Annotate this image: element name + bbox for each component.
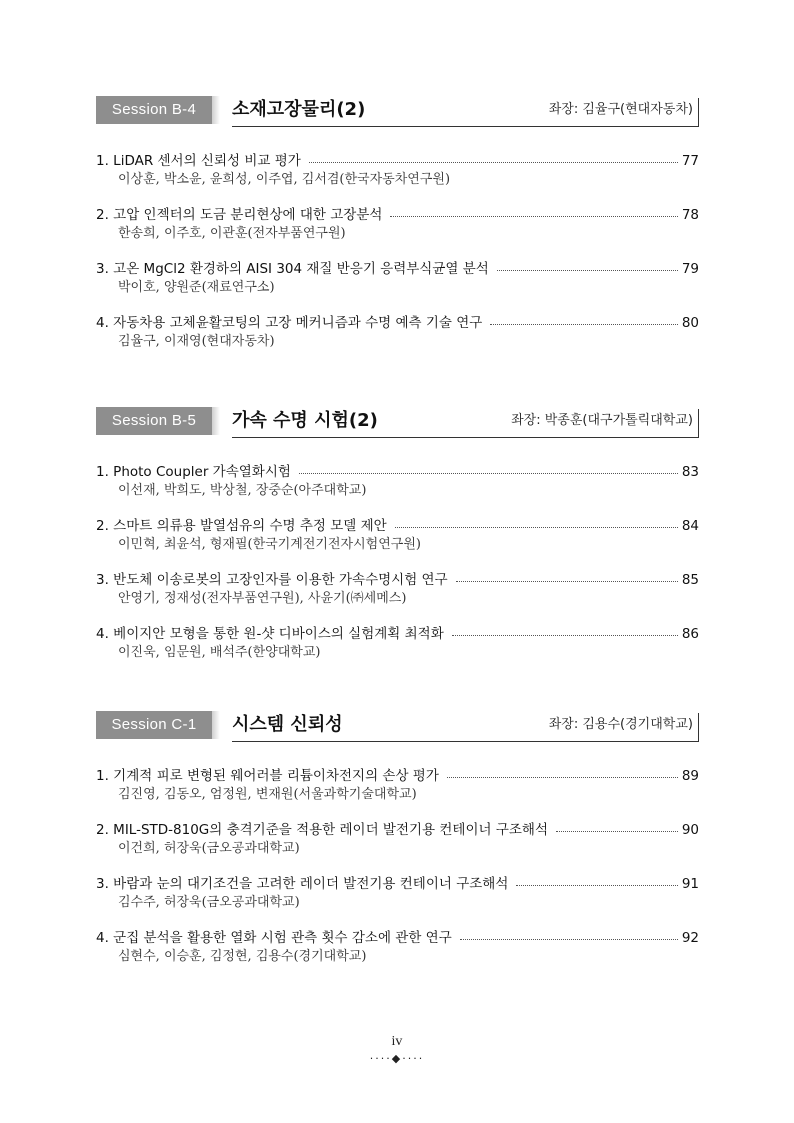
entry-title: 1. LiDAR 센서의 신뢰성 비교 평가 (96, 153, 301, 169)
toc-entry[interactable] (96, 311, 699, 365)
entry-title: 1. 기계적 피로 변형된 웨어러블 리튬이차전지의 손상 평가 (96, 768, 439, 784)
toc-entry[interactable] (96, 514, 699, 568)
entry-page: 90 (681, 822, 699, 838)
entry-authors: 심현수, 이승훈, 김정현, 김용수(경기대학교) (118, 949, 367, 964)
entry-page: 80 (681, 315, 699, 331)
entry-title: 4. 군집 분석을 활용한 열화 시험 관측 횟수 감소에 관한 연구 (96, 930, 452, 946)
session-title: 가속 수명 시험(2) (232, 410, 378, 431)
entry-authors: 이건희, 허장욱(금오공과대학교) (118, 841, 300, 856)
entry-page: 78 (681, 207, 699, 223)
session-items (96, 764, 699, 980)
session-header (96, 711, 699, 741)
header-rule (232, 741, 699, 742)
session-items (96, 460, 699, 676)
entry-title: 4. 베이지안 모형을 통한 원-샷 디바이스의 실험계획 최적화 (96, 626, 444, 642)
entry-title: 2. 고압 인젝터의 도금 분리현상에 대한 고장분석 (96, 207, 383, 223)
header-vertical-rule (698, 98, 699, 126)
session-header (96, 407, 699, 437)
dot-leader (395, 526, 678, 528)
page-number: iv (391, 1034, 403, 1049)
session-chair: 좌장: 김용수(경기대학교) (548, 717, 693, 732)
session-title: 시스템 신뢰성 (232, 714, 343, 735)
entry-title: 3. 고온 MgCl2 환경하의 AISI 304 재질 반응기 응력부식균열 분석 (96, 261, 489, 277)
dot-leader (497, 269, 678, 271)
toc-entry[interactable] (96, 203, 699, 257)
session-header (96, 96, 699, 126)
entry-authors: 한송희, 이주호, 이관훈(전자부품연구원) (118, 226, 346, 241)
session-b5 (96, 407, 699, 660)
header-vertical-rule (698, 713, 699, 741)
session-items (96, 149, 699, 365)
dot-leader (556, 830, 678, 832)
entry-authors: 이민혁, 최윤석, 형재필(한국기계전기전자시험연구원) (118, 537, 421, 552)
entry-page: 83 (681, 464, 699, 480)
entry-title: 1. Photo Coupler 가속열화시험 (96, 464, 291, 480)
entry-page: 79 (681, 261, 699, 277)
dot-leader (309, 161, 678, 163)
toc-entry[interactable] (96, 568, 699, 622)
toc-entry[interactable] (96, 149, 699, 203)
badge-shadow (212, 96, 220, 124)
session-b4 (96, 96, 699, 349)
header-vertical-rule (698, 409, 699, 437)
session-badge: Session B-4 (96, 96, 212, 124)
dot-leader (447, 776, 678, 778)
entry-authors: 이상훈, 박소윤, 윤희성, 이주엽, 김서겸(한국자동차연구원) (118, 172, 451, 187)
entry-authors: 김율구, 이재영(현대자동차) (118, 334, 275, 349)
entry-title: 4. 자동차용 고체윤활코팅의 고장 메커니즘과 수명 예측 기술 연구 (96, 315, 483, 331)
entry-authors: 박이호, 양원준(재료연구소) (118, 280, 275, 295)
entry-page: 85 (681, 572, 699, 588)
entry-page: 84 (681, 518, 699, 534)
toc-entry[interactable] (96, 622, 699, 676)
toc-entry[interactable] (96, 872, 699, 926)
dot-leader (456, 580, 678, 582)
badge-shadow (212, 407, 220, 435)
dot-leader (452, 634, 678, 636)
session-badge: Session C-1 (96, 711, 212, 739)
toc-entry[interactable] (96, 460, 699, 514)
session-chair: 좌장: 김율구(현대자동차) (548, 102, 693, 117)
entry-title: 2. 스마트 의류용 발열섬유의 수명 추정 모델 제안 (96, 518, 387, 534)
session-title: 소재고장물리(2) (232, 99, 366, 120)
entry-authors: 안영기, 정재성(전자부품연구원), 사윤기(㈜세메스) (118, 591, 407, 606)
entry-page: 91 (681, 876, 699, 892)
entry-title: 3. 바람과 눈의 대기조건을 고려한 레이더 발전기용 컨테이너 구조해석 (96, 876, 509, 892)
dot-leader (390, 215, 677, 217)
diamond-ornament-icon: ····◆···· (369, 1052, 425, 1065)
session-c1 (96, 711, 699, 964)
dot-leader (516, 884, 677, 886)
entry-authors: 이선재, 박희도, 박상철, 장중순(아주대학교) (118, 483, 367, 498)
entry-authors: 김수주, 허장욱(금오공과대학교) (118, 895, 300, 910)
entry-authors: 이진욱, 임문원, 배석주(한양대학교) (118, 645, 321, 660)
header-rule (232, 437, 699, 438)
session-chair: 좌장: 박종훈(대구가톨릭대학교) (511, 413, 693, 428)
entry-authors: 김진영, 김동오, 엄정원, 변재원(서울과학기술대학교) (118, 787, 417, 802)
dot-leader (460, 938, 678, 940)
toc-entry[interactable] (96, 818, 699, 872)
toc-entry[interactable] (96, 764, 699, 818)
entry-title: 2. MIL-STD-810G의 충격기준을 적용한 레이더 발전기용 컨테이너 구조해석 (96, 822, 548, 838)
dot-leader (490, 323, 678, 325)
entry-title: 3. 반도체 이송로봇의 고장인자를 이용한 가속수명시험 연구 (96, 572, 448, 588)
badge-shadow (212, 711, 220, 739)
toc-entry[interactable] (96, 257, 699, 311)
entry-page: 77 (681, 153, 699, 169)
session-badge: Session B-5 (96, 407, 212, 435)
header-rule (232, 126, 699, 127)
page-footer (0, 1034, 794, 1065)
entry-page: 89 (681, 768, 699, 784)
toc-entry[interactable] (96, 926, 699, 980)
entry-page: 92 (681, 930, 699, 946)
entry-page: 86 (681, 626, 699, 642)
dot-leader (299, 472, 678, 474)
